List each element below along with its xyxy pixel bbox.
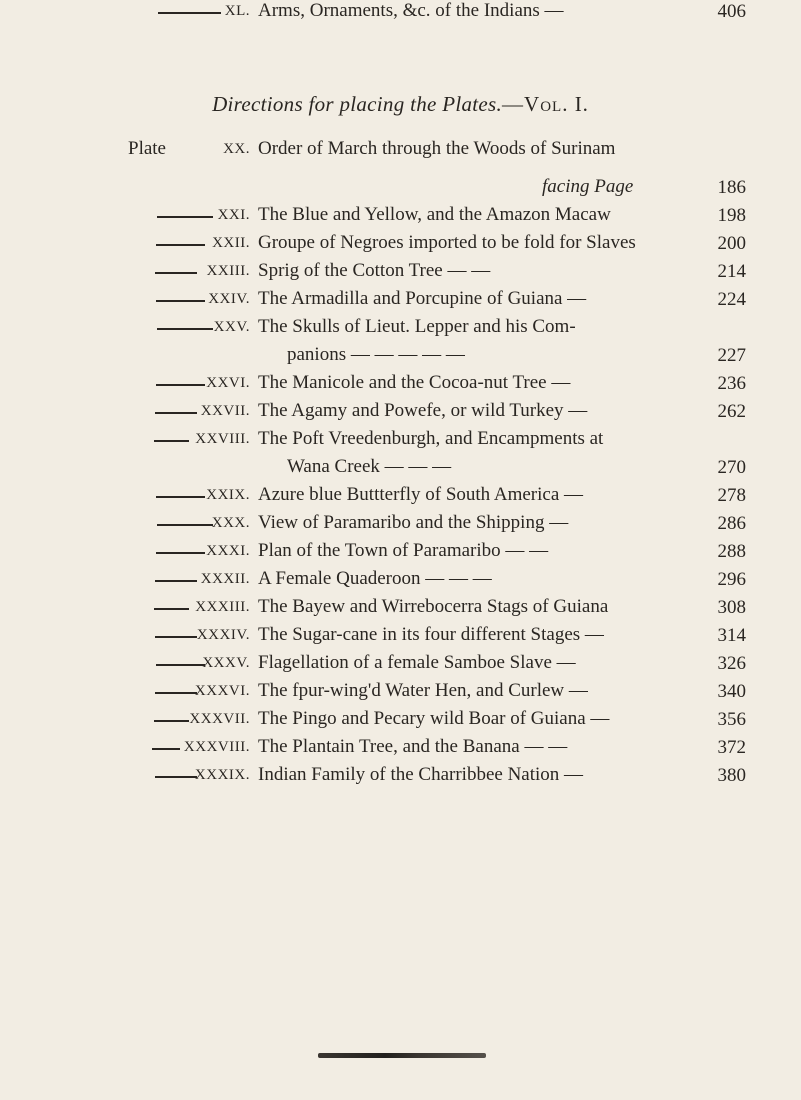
facing-page-label: facing Page bbox=[542, 176, 634, 197]
page-number: 224 bbox=[717, 289, 746, 310]
plate-number: XXVIII. bbox=[195, 431, 250, 447]
plate-row bbox=[0, 512, 801, 540]
plate-title: Plan of the Town of Paramaribo — — bbox=[258, 540, 549, 561]
plate-title: Flagellation of a female Samboe Slave — bbox=[258, 652, 576, 673]
plate-title: The Armadilla and Porcupine of Guiana — bbox=[258, 288, 587, 309]
plate-number: XXIII. bbox=[206, 263, 250, 279]
plate-number: XXII. bbox=[212, 235, 250, 251]
plate-number: XXV. bbox=[213, 319, 250, 335]
plate-number: XXXV. bbox=[202, 655, 250, 671]
plate-title-continued: panions — — — — — bbox=[287, 344, 465, 365]
page-number: 227 bbox=[717, 345, 746, 366]
plate-title: The Bayew and Wirrebocerra Stags of Guiana bbox=[258, 596, 609, 617]
plate-number: XXX. bbox=[211, 515, 250, 531]
decorative-rule bbox=[318, 1053, 486, 1058]
plate-title: The fpur-wing'd Water Hen, and Curlew — bbox=[258, 680, 588, 701]
page-number: 340 bbox=[717, 681, 746, 702]
plate-row bbox=[0, 624, 801, 652]
plate-number: XXXVIII. bbox=[183, 739, 250, 755]
plate-title: View of Paramaribo and the Shipping — bbox=[258, 512, 569, 533]
page-number: 236 bbox=[717, 373, 746, 394]
page-number: 326 bbox=[717, 653, 746, 674]
page-number: 380 bbox=[717, 765, 746, 786]
plate-row bbox=[0, 764, 801, 792]
plate-title: The Plantain Tree, and the Banana — — bbox=[258, 736, 568, 757]
plate-row bbox=[0, 232, 801, 260]
plate-title: Groupe of Negroes imported to be fold for Slaves bbox=[258, 232, 636, 253]
plate-number: XXXVI. bbox=[194, 683, 250, 699]
plate-row bbox=[0, 652, 801, 680]
plate-row bbox=[0, 288, 801, 316]
plate-number: XXIV. bbox=[208, 291, 250, 307]
plate-row bbox=[0, 138, 801, 166]
page-number: 296 bbox=[717, 569, 746, 590]
page-number: 278 bbox=[717, 485, 746, 506]
page-number: 308 bbox=[717, 597, 746, 618]
plate-title: Arms, Ornaments, &c. of the Indians — bbox=[258, 0, 564, 21]
page-number: 314 bbox=[717, 625, 746, 646]
page-header bbox=[0, 92, 801, 117]
header-title: Directions for placing the Plates. bbox=[212, 92, 503, 116]
plate-title: Sprig of the Cotton Tree — — bbox=[258, 260, 491, 281]
plate-title: The Poft Vreedenburgh, and Encampments at bbox=[258, 428, 604, 449]
plate-title: The Agamy and Powefe, or wild Turkey — bbox=[258, 400, 588, 421]
plate-number: XXXIV. bbox=[196, 627, 250, 643]
page-number: 288 bbox=[717, 541, 746, 562]
plate-row-continued bbox=[0, 456, 801, 484]
plate-row-continued bbox=[0, 344, 801, 372]
plate-row bbox=[0, 680, 801, 708]
plate-title: Order of March through the Woods of Surinam bbox=[258, 138, 616, 159]
page-number: 198 bbox=[717, 205, 746, 226]
plate-row bbox=[0, 484, 801, 512]
page-number: 262 bbox=[717, 401, 746, 422]
plate-row bbox=[0, 428, 801, 456]
plate-number: XXXVII. bbox=[189, 711, 250, 727]
plate-title: The Sugar-cane in its four different Stages — bbox=[258, 624, 604, 645]
plate-number: XX. bbox=[223, 141, 250, 157]
plate-row bbox=[0, 736, 801, 764]
plate-number: XXIX. bbox=[206, 487, 250, 503]
plate-title: A Female Quaderoon — — — bbox=[258, 568, 492, 589]
plate-title: The Manicole and the Cocoa-nut Tree — bbox=[258, 372, 571, 393]
page-number: 406 bbox=[717, 1, 746, 22]
plate-row bbox=[0, 204, 801, 232]
page-number: 186 bbox=[717, 177, 746, 198]
plate-row bbox=[0, 316, 801, 344]
page-number: 372 bbox=[717, 737, 746, 758]
plate-row bbox=[0, 400, 801, 428]
plate-row bbox=[0, 568, 801, 596]
plate-number: XXXII. bbox=[200, 571, 250, 587]
plate-number: XXVI. bbox=[206, 375, 250, 391]
plate-title: The Pingo and Pecary wild Boar of Guiana — bbox=[258, 708, 610, 729]
plate-number: XXI. bbox=[217, 207, 250, 223]
plate-title: Azure blue Buttterfly of South America — bbox=[258, 484, 584, 505]
header-volume: —Vol. I. bbox=[502, 92, 589, 116]
plate-title-continued: Wana Creek — — — bbox=[287, 456, 452, 477]
plate-row-continued bbox=[0, 176, 801, 204]
plate-number: XXXIX. bbox=[194, 767, 250, 783]
page-number: 356 bbox=[717, 709, 746, 730]
plate-label: Plate bbox=[128, 138, 166, 159]
plate-row bbox=[0, 708, 801, 736]
plate-row bbox=[0, 0, 801, 28]
page-number: 286 bbox=[717, 513, 746, 534]
page-number: 214 bbox=[717, 261, 746, 282]
page-number: 200 bbox=[717, 233, 746, 254]
plate-row bbox=[0, 260, 801, 288]
plate-number: XXXI. bbox=[206, 543, 250, 559]
plate-title: The Blue and Yellow, and the Amazon Macaw bbox=[258, 204, 611, 225]
plate-row bbox=[0, 540, 801, 568]
plate-number: XXVII. bbox=[200, 403, 250, 419]
plate-row bbox=[0, 596, 801, 624]
plate-number: XXXIII. bbox=[195, 599, 250, 615]
plate-number: XL. bbox=[224, 3, 250, 19]
plate-title: Indian Family of the Charribbee Nation — bbox=[258, 764, 584, 785]
plate-title: The Skulls of Lieut. Lepper and his Com- bbox=[258, 316, 576, 337]
page-number: 270 bbox=[717, 457, 746, 478]
plate-row bbox=[0, 372, 801, 400]
